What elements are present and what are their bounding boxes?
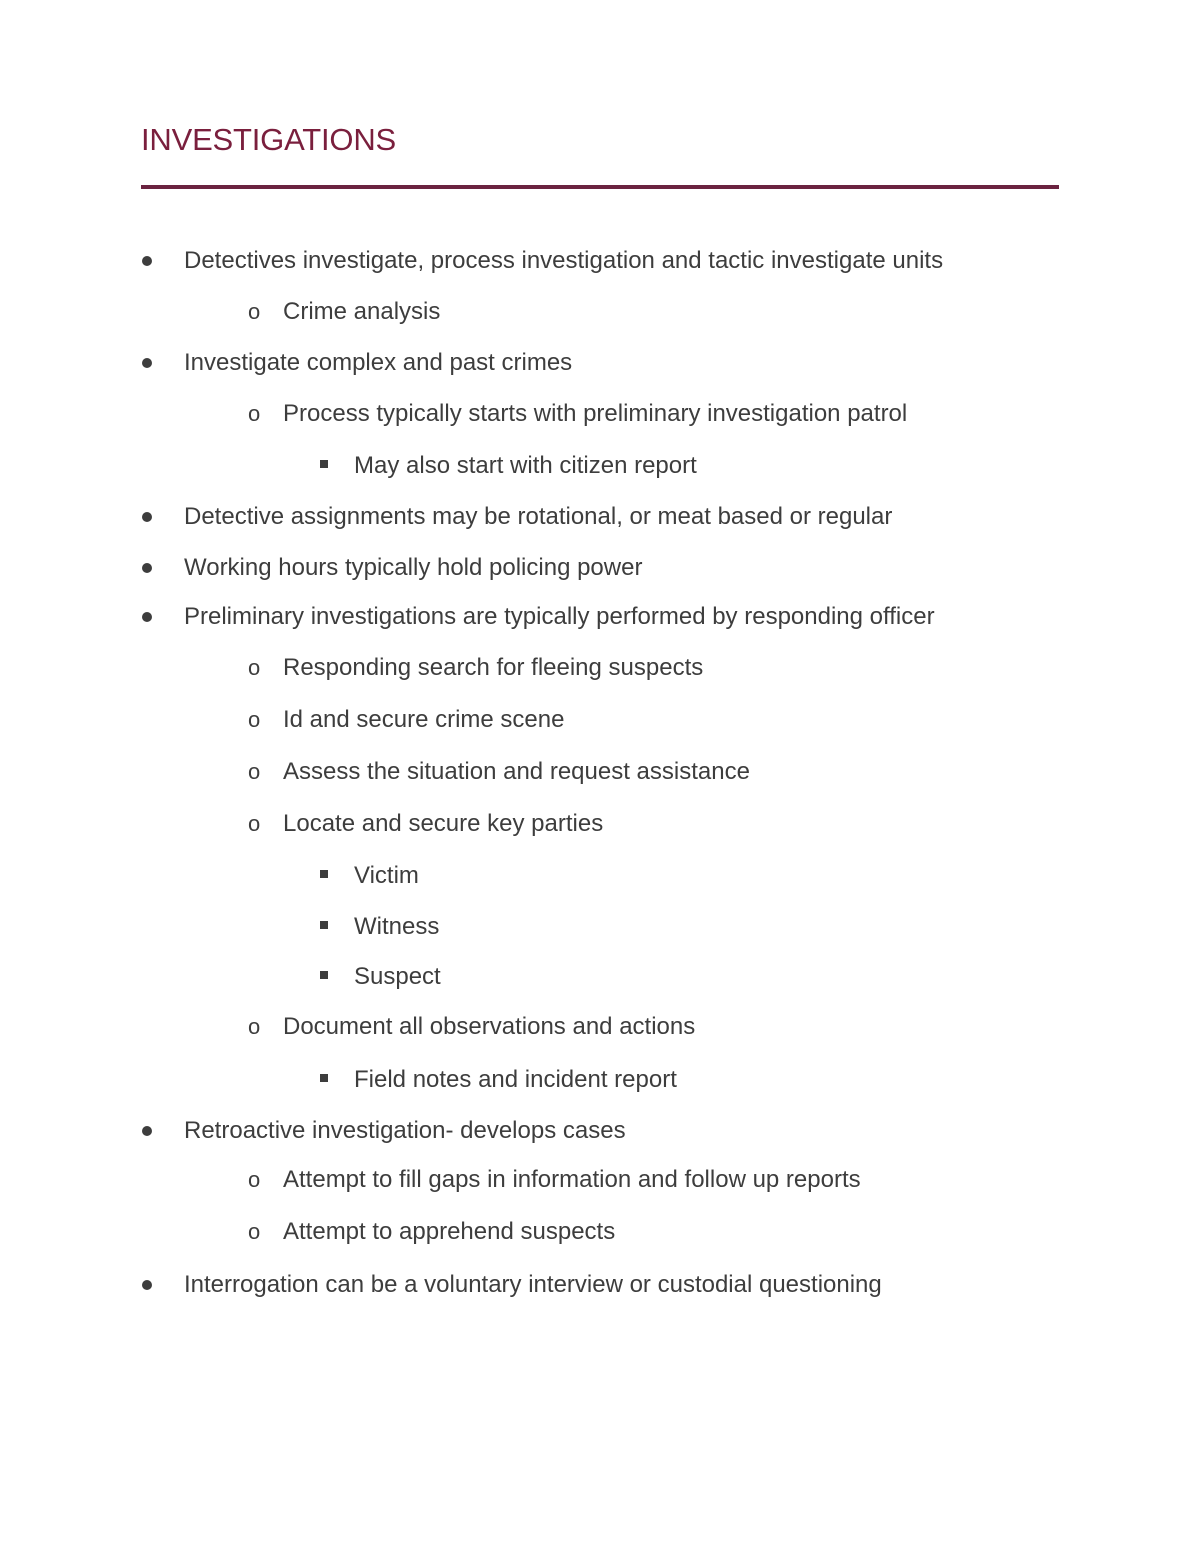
disc-bullet-icon xyxy=(142,612,152,622)
square-bullet-icon xyxy=(320,971,328,979)
list-item-level-2: Crime analysis xyxy=(283,298,441,325)
disc-bullet-icon xyxy=(142,1280,152,1290)
list-item-level-2: Assess the situation and request assistance xyxy=(283,758,750,785)
circle-bullet-icon: o xyxy=(248,759,261,784)
list-item-level-1: Detective assignments may be rotational, or meat based or regular xyxy=(184,503,893,530)
square-bullet-icon xyxy=(320,921,328,929)
list-item-level-3: Witness xyxy=(354,913,440,940)
list-item-level-2: Attempt to fill gaps in information and follow up reports xyxy=(283,1166,861,1193)
list-item-level-1: Retroactive investigation- develops cases xyxy=(184,1117,626,1144)
list-item-level-1: Preliminary investigations are typically performed by responding officer xyxy=(184,603,935,630)
square-bullet-icon xyxy=(320,1074,328,1082)
circle-bullet-icon: o xyxy=(248,401,261,426)
circle-bullet-icon: o xyxy=(248,299,261,324)
disc-bullet-icon xyxy=(142,358,152,368)
list-item-level-2: Process typically starts with preliminary investigation patrol xyxy=(283,400,908,427)
circle-bullet-icon: o xyxy=(248,1014,261,1039)
circle-bullet-icon: o xyxy=(248,811,261,836)
list-item-level-1: Detectives investigate, process investigation and tactic investigate units xyxy=(184,247,944,274)
list-item-level-3: Suspect xyxy=(354,963,441,990)
list-item-level-1: Investigate complex and past crimes xyxy=(184,349,573,376)
circle-bullet-icon: o xyxy=(248,707,261,732)
disc-bullet-icon xyxy=(142,256,152,266)
square-bullet-icon xyxy=(320,460,328,468)
circle-bullet-icon: o xyxy=(248,1219,261,1244)
list-item-level-1: Interrogation can be a voluntary interview or custodial questioning xyxy=(184,1271,882,1298)
list-item-level-2: Responding search for fleeing suspects xyxy=(283,654,704,681)
circle-bullet-icon: o xyxy=(248,655,261,680)
disc-bullet-icon xyxy=(142,1126,152,1136)
disc-bullet-icon xyxy=(142,563,152,573)
list-item-level-2: Id and secure crime scene xyxy=(283,706,565,733)
circle-bullet-icon: o xyxy=(248,1167,261,1192)
list-item-level-3: May also start with citizen report xyxy=(354,452,697,479)
list-item-level-2: Locate and secure key parties xyxy=(283,810,604,837)
square-bullet-icon xyxy=(320,870,328,878)
list-item-level-3: Field notes and incident report xyxy=(354,1066,677,1093)
list-item-level-1: Working hours typically hold policing power xyxy=(184,554,643,581)
disc-bullet-icon xyxy=(142,512,152,522)
list-item-level-2: Attempt to apprehend suspects xyxy=(283,1218,616,1245)
title-underline xyxy=(141,185,1059,189)
list-item-level-3: Victim xyxy=(354,862,419,889)
list-item-level-2: Document all observations and actions xyxy=(283,1013,696,1040)
page-title: INVESTIGATIONS xyxy=(141,122,396,157)
